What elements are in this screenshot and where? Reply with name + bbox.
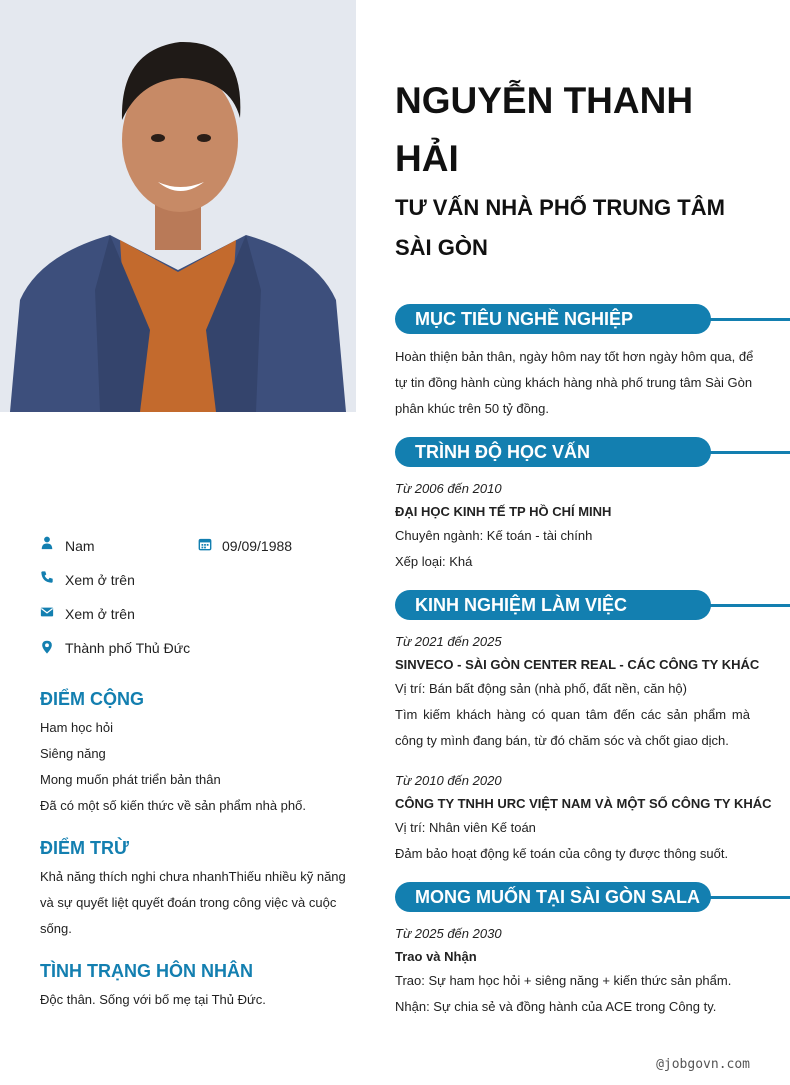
marital-heading: TÌNH TRẠNG HÔN NHÂN: [40, 961, 253, 981]
aspiration-give: Trao: Sự ham học hỏi + siêng năng + kiến thức sản phẩm.: [395, 973, 732, 988]
strength-item: Đã có một số kiến thức về sản phẩm nhà phố.: [40, 798, 306, 813]
aspiration-receive: Nhận: Sự chia sẻ và đồng hành của ACE trong Công ty.: [395, 999, 717, 1014]
education-school: ĐẠI HỌC KINH TẾ TP HỒ CHÍ MINH: [395, 504, 612, 519]
email-value: Xem ở trên: [65, 606, 135, 622]
phone-value: Xem ở trên: [65, 572, 135, 588]
weakness-line: Khả năng thích nghi chưa nhanhThiếu nhiều kỹ năng: [40, 869, 346, 884]
weakness-line: và sự quyết liệt quyết đoán trong công việc và cuộc: [40, 895, 337, 910]
education-grade: Xếp loại: Khá: [395, 554, 473, 569]
weakness-line: sống.: [40, 921, 72, 936]
objective-line: phân khúc trên 50 tỷ đồng.: [395, 401, 549, 416]
address-value: Thành phố Thủ Đức: [65, 640, 191, 656]
birthdate-value: 09/09/1988: [222, 538, 293, 554]
location-pin-icon: [40, 639, 56, 655]
job-description: Tìm kiếm khách hàng có quan tâm đến các sản phẩm mà: [395, 707, 750, 722]
job-position: Vị trí: Bán bất động sản (nhà phố, đất nền, căn hộ): [395, 681, 687, 696]
education-major: Chuyên ngành: Kế toán - tài chính: [395, 528, 593, 543]
section-divider: [700, 604, 790, 607]
education-heading: TRÌNH ĐỘ HỌC VẤN: [395, 437, 711, 467]
section-divider: [700, 896, 790, 899]
objective-line: Hoàn thiện bản thân, ngày hôm nay tốt hơn ngày hôm qua, để: [395, 349, 754, 364]
candidate-name: NGUYỄN THANH HẢI: [395, 80, 694, 179]
person-icon: [40, 536, 56, 552]
job-period: Từ 2010 đến 2020: [395, 773, 502, 788]
weaknesses-heading: ĐIỂM TRỪ: [40, 838, 129, 858]
watermark-footer: @jobgovn.com: [656, 1057, 750, 1072]
job-position: Vị trí: Nhân viên Kế toán: [395, 820, 536, 835]
candidate-title: TƯ VẤN NHÀ PHỐ TRUNG TÂM SÀI GÒN: [395, 195, 725, 260]
strength-item: Mong muốn phát triển bản thân: [40, 772, 221, 787]
objective-heading: MỤC TIÊU NGHỀ NGHIỆP: [395, 304, 711, 334]
experience-heading: KINH NGHIỆM LÀM VIỆC: [395, 590, 711, 620]
job-description: Đảm bảo hoạt động kế toán của công ty được thông suốt.: [395, 846, 729, 861]
marital-text: Độc thân. Sống với bố mẹ tại Thủ Đức.: [40, 992, 266, 1007]
section-divider: [700, 318, 790, 321]
job-period: Từ 2021 đến 2025: [395, 634, 502, 649]
aspiration-period: Từ 2025 đến 2030: [395, 926, 502, 941]
strength-item: Ham học hỏi: [40, 720, 113, 735]
education-period: Từ 2006 đến 2010: [395, 481, 502, 496]
aspiration-heading: MONG MUỐN TẠI SÀI GÒN SALA: [395, 882, 711, 912]
job-company: CÔNG TY TNHH URC VIỆT NAM VÀ MỘT SỐ CÔNG TY KHÁC: [395, 796, 772, 811]
aspiration-subtitle: Trao và Nhận: [395, 949, 477, 964]
profile-photo: [0, 0, 356, 412]
strengths-heading: ĐIỂM CỘNG: [40, 689, 145, 709]
mail-icon: [40, 605, 56, 621]
job-company: SINVECO - SÀI GÒN CENTER REAL - CÁC CÔNG TY KHÁC: [395, 657, 760, 672]
section-divider: [700, 451, 790, 454]
phone-icon: [40, 570, 56, 586]
objective-line: tự tin đồng hành cùng khách hàng nhà phố trung tâm Sài Gòn: [395, 375, 753, 390]
calendar-icon: [198, 537, 214, 553]
portrait-image: [0, 0, 356, 412]
gender-value: Nam: [65, 538, 95, 554]
strength-item: Siêng năng: [40, 746, 106, 761]
job-description: công ty mình đang bán, từ đó chăm sóc và chốt giao dịch.: [395, 733, 729, 748]
